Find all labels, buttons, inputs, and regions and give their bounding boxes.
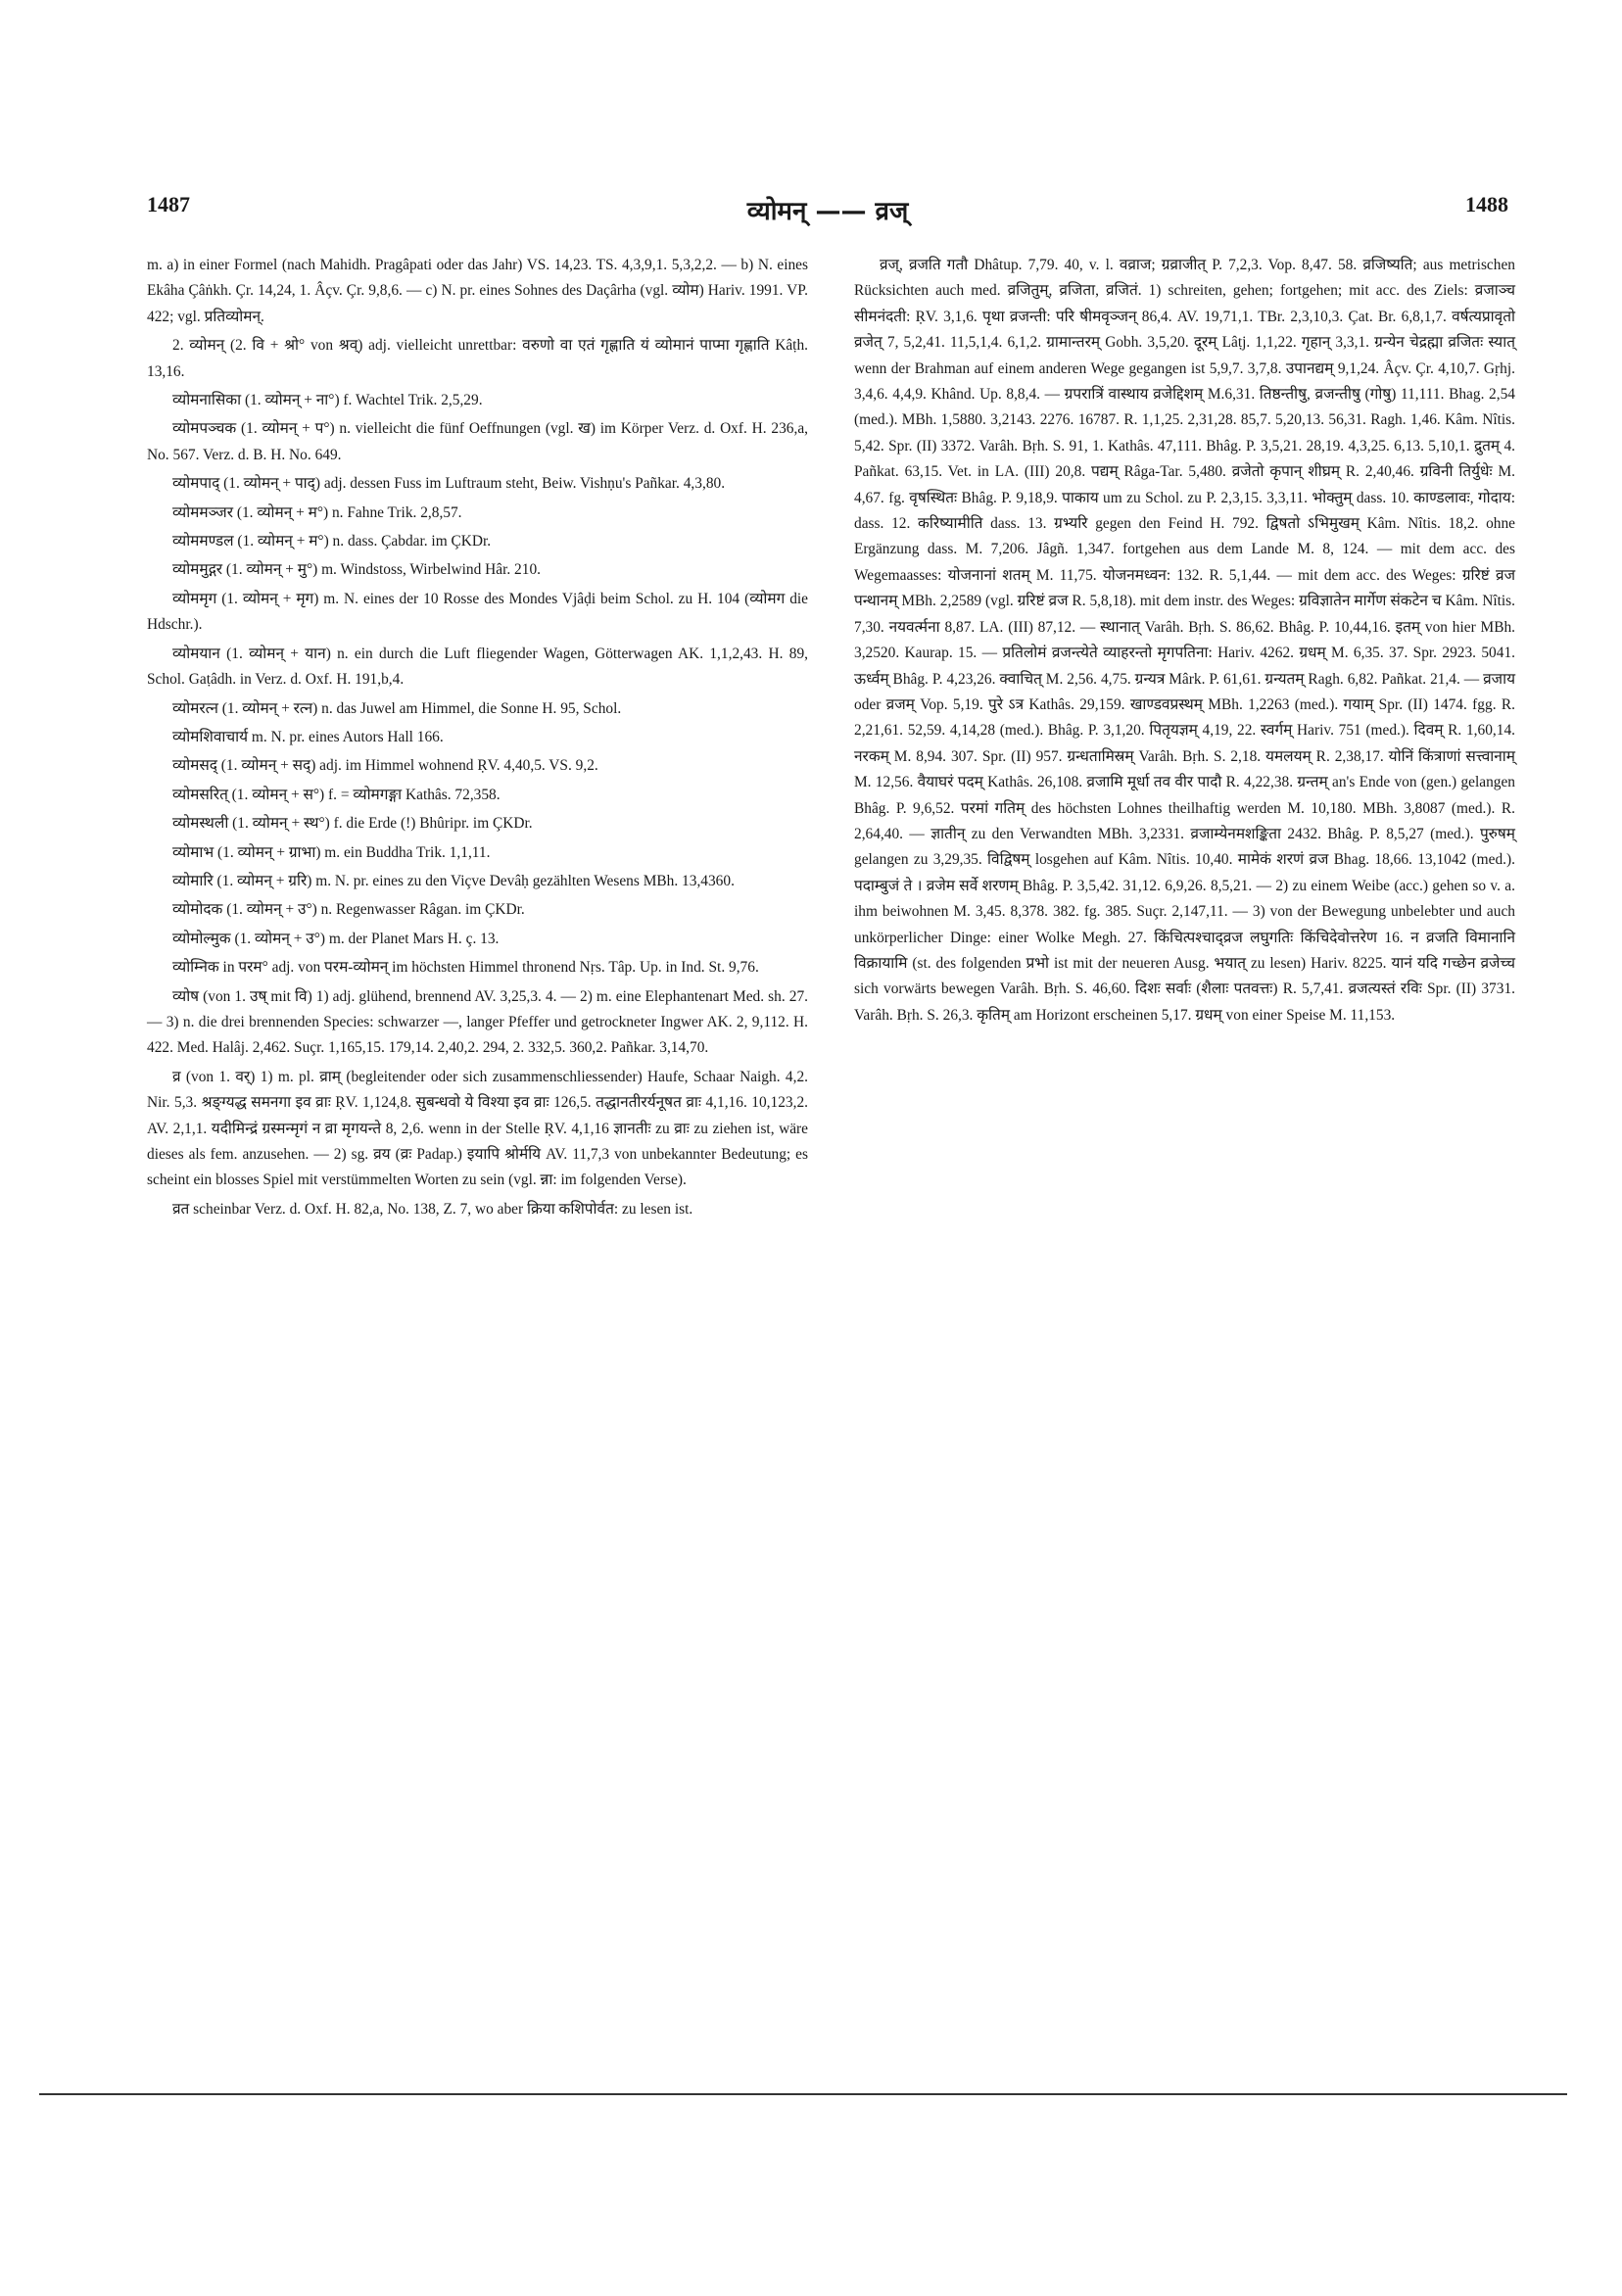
dictionary-entry: व्योमसरित् (1. व्योमन् + स°) f. = व्योमगङ्गा Kathâs. 72,358. [172,786,501,803]
dictionary-entry: व्योम्निक in परम° adj. von परम-व्योमन् im höchsten Himmel thronend Nṛs. Tâp. Up. in Ind. St. 9,76. [172,959,759,977]
dictionary-entry: व्योमोल्मुक (1. व्योमन् + उ°) m. der Planet Mars H. ç. 13. [172,930,500,947]
page-header [147,192,1508,231]
page-number-right: 1488 [1465,192,1508,216]
dictionary-entry: व्योममुद्गर (1. व्योमन् + मु°) m. Windstoss, Wirbelwind Hâr. 210. [172,561,541,579]
dictionary-entry: व्योममृग (1. व्योमन् + मृग) m. N. eines der 10 Rosse des Mondes Vjâḍi beim Schol. zu H. 104 (व्योमग die Hdschr.). [147,590,808,634]
dictionary-entry: व्योमसद् (1. व्योमन् + सद्) adj. im Himmel wohnend ṚV. 4,40,5. VS. 9,2. [172,757,598,775]
left-column [147,253,808,1225]
page-number-left: 1487 [147,192,190,216]
dictionary-entry: व्योमनासिका (1. व्योमन् + ना°) f. Wachtel Trik. 2,5,29. [172,392,483,409]
dictionary-entry: व्योमस्थली (1. व्योमन् + स्थ°) f. die Erde (!) Bhûripr. im ÇKDr. [172,815,533,833]
running-title: व्योमन् —— व्रज् [746,197,909,226]
dictionary-entry: व्रत scheinbar Verz. d. Oxf. H. 82,a, No. 138, Z. 7, wo aber क्रिया कशिपोर्वत: zu lesen ist. [172,1200,693,1218]
dictionary-entry: व्योममण्डल (1. व्योमन् + म°) n. dass. Çabdar. im ÇKDr. [172,533,492,550]
dictionary-entry: 2. व्योमन् (2. वि + श्रो° von श्रव्) adj. vielleicht unrettbar: वरुणो वा एतं गृह्णाति यं व्योमानं पाप्मा गृह्णाति Kâṭh. 13,16. [147,337,808,380]
dictionary-entry: व्रज्, व्रजति गतौ Dhâtup. 7,79. 40, v. l. वव्राज; ग्रव्राजीत् P. 7,2,3. Vop. 8,47. 58. व्रजिष्यति; aus metrischen Rücksichten auch med. व्रजितुम्, व्रजिता, व्रजितं. 1) schreiten, gehen; fortgehen; mit acc. des Ziels: व्रजाञ्च सीमनंदती: ṚV. 3,1,6. पृथा व्रजन्ती: परि षीमवृञ्जन् 86,4. AV. 19,71,1. TBr. 2,3,10,3. Çat. Br. 6,8,1,7. वर्षत्यप्रावृतो व्रजेत् 7, 5,2,41. 11,5,1,4. 6,1,2. ग्रामान्तरम् Gobh. 3,5,20. दूरम् Lâṭj. 1,1,22. गृहान् 3,3,1. ग्रन्येन चेद्रह्मा व्रजितः स्यात् wenn der Brahman auf einem anderen Wege gegangen ist 5,9,7. 3,7,8. उपानद्यम् 9,1,24. Âçv. Çr. 4,10,7. Gṛhj. 3,4,6. 4,4,9. Khând. Up. 8,8,4. — ग्रपरात्रिं वास्थाय व्रजेद्दिशम् M.6,31. तिष्ठन्तीषु, व्रजन्तीषु (गोषु) 11,111. Bhag. 2,54 (med.). MBh. 1,5880. 3,2143. 2276. 16787. R. 1,1,25. 2,31,28. 85,7. 5,20,13. 56,31. Ragh. 1,46. Kâm. Nîtis. 5,42. Spr. (II) 3372. Varâh. Bṛh. S. 91, 1. Kathâs. 47,111. Bhâg. P. 3,5,21. 28,19. 4,3,25. 6,13. 5,10,1. द्रुतम् 4. Pañkat. 63,15. Vet. in LA. (III) 20,8. पद्यम् Râga-Tar. 5,480. व्रजेतो कृपान् शीघ्रम् R. 2,40,46. ग्रविनी तिर्युधेः M. 4,67. fg. वृषस्थितः Bhâg. P. 9,18,9. पाकाय um zu Schol. zu P. 2,3,15. 3,3,11. भोक्तुम् dass. 10. काण्डलावः, गोदाय: dass. 12. करिष्यामीति dass. 13. ग्रभ्यरि gegen den Feind H. 792. द्विषतो ऽभिमुखम् Kâm. Nîtis. 18,2. ohne Ergänzung dass. M. 7,206. Jâgñ. 1,347. fortgehen aus dem Lande M. 8, 124. — mit dem acc. des Wegemaasses: योजनानां शतम् M. 11,75. योजनमध्वन: 132. R. 5,1,44. — mit dem acc. des Weges: ग्ररिष्टं व्रज पन्थानम् MBh. 2,2589 (vgl. ग्ररिष्टं व्रज R. 5,8,18). mit dem instr. des Weges: ग्रविज्ञातेन मार्गेण संकटेन च Kâm. Nîtis. 7,30. नयवर्त्मना 8,87. LA. (III) 87,12. — स्थानात् Varâh. Bṛh. S. 86,62. Bhâg. P. 10,44,16. इतम् von hier MBh. 3,2520. Kaurap. 15. — प्रतिलोमं व्रजन्त्येते व्याहरन्तो मृगपतिना: Hariv. 4262. ग्रधम् M. 6,35. 37. Spr. 2923. 5041. ऊर्ध्वम् Bhâg. P. 4,23,26. क्वाचित् M. 2,56. 4,75. ग्रन्यत्र Mârk. P. 61,61. ग्रन्यतम् Ragh. 6,82. Pañkat. 21,4. — व्रजाय oder व्रजम् Vop. 5,19. पुरे ऽत्र Kathâs. 29,159. खाण्डवप्रस्थम् MBh. 1,2263 (med.). गयाम् Spr. (II) 1474. fgg. R. 2,21,61. 52,59. 4,14,28 (med.). Bhâg. P. 3,1,20. पितृयज्ञम् 4,19, 22. स्वर्गम् Hariv. 751 (med.). दिवम् R. 1,60,14. नरकम् M. 8,94. 307. Spr. (II) 957. ग्रन्धतामिस्रम् Varâh. Bṛh. S. 2,18. यमलयम् R. 2,38,17. योनिं किंत्राणां सत्त्वानाम् M. 12,56. वैयाघरं पदम् Kathâs. 26,108. व्रजामि मूर्धा तव वीर पादौ R. 4,22,38. ग्रन्तम् an's Ende von (gen.) gelangen Bhâg. P. 9,6,52. परमां गतिम् des höchsten Lohnes theilhaftig werden M. 10,180. MBh. 3,8087 (med.). R. 2,64,40. — ज्ञातीन् zu den Verwandten MBh. 3,2331. व्रजाम्येनमशङ्किता 2432. Bhâg. P. 8,5,27 (med.). पुरुषम् gelangen zu 3,29,35. विद्विषम् losgehen auf Kâm. Nîtis. 10,40. मामेकं शरणं व्रज Bhag. 18,66. 13,1042 (med.). पदाम्बुजं ते । व्रजेम सर्वे शरणम् Bhâg. P. 3,5,42. 31,12. 6,9,26. 8,5,21. — 2) zu einem Weibe (acc.) gehen so v. a. ihm beiwohnen M. 3,45. 8,378. 382. fg. 385. Suçr. 2,147,11. — 3) von der Bewegung unbelebter und auch unkörperlicher Dinge: einer Wolke Megh. 27. किंचित्पश्चाद्व्रज लघुगतिः किंचिदेवोत्तरेण 16. न व्रजति विमानानि विक्रायामि (st. des folgenden प्रभो ist mit der neueren Ausg. भयात् zu lesen) Hariv. 8225. यानं यदि गच्छेन व्रजेच्च sich vorwärts bewegen Varâh. Bṛh. S. 46,60. दिशः सर्वाः (शैलाः पतवत्तः) R. 5,7,41. व्रजत्यस्तं रविः Spr. (II) 3731. Varâh. Bṛh. S. 26,3. कृतिम् am Horizont erscheinen 5,17. ग्रधम् von einer Speise M. 11,153. [854,257,1515,1024]
dictionary-entry: व्योमशिवाचार्य m. N. pr. eines Autors Hall 166. [172,728,444,745]
dictionary-entry: व्योमयान (1. व्योमन् + यान) n. ein durch die Luft fliegender Wagen, Götterwagen AK. 1,1,2,43. H. 89, Schol. Gaṭâdh. in Verz. d. Oxf. H. 191,b,4. [147,645,808,689]
dictionary-entry: m. a) in einer Formel (nach Mahidh. Pragâpati oder das Jahr) VS. 14,23. TS. 4,3,9,1. 5,3,2,2. — b) N. eines Ekâha Çâṅkh. Çr. 14,24, 1. Âçv. Çr. 9,8,6. — c) N. pr. eines Sohnes des Daçârha (vgl. व्योम) Hariv. 1991. VP. 422; vgl. प्रतिव्योमन्. [147,257,808,325]
dictionary-entry: व्योष (von 1. उष् mit वि) 1) adj. glühend, brennend AV. 3,25,3. 4. — 2) m. eine Elephantenart Med. sh. 27. — 3) n. die drei brennenden Species: schwarzer —, langer Pfeffer und getrockneter Ingwer AK. 2, 9,112. H. 422. Med. Halâj. 2,462. Suçr. 1,165,15. 179,14. 2,40,2. 294, 2. 332,5. 360,2. Pañkar. 3,14,70. [147,987,808,1057]
dictionary-entry: व्र (von 1. वर्) 1) m. pl. व्राम् (begleitender oder sich zusammenschliessender) Haufe, Schaar Naigh. 4,2. Nir. 5,3. श्रङ्ग्यद्ध समनगा इव व्राः ṚV. 1,124,8. सुबन्धवो ये विश्या इव व्राः 126,5. तद्धानतीरर्यनूषत व्राः 4,1,16. 10,123,2. AV. 2,1,1. यदीमिन्द्रं ग्रस्मन्मृगं न व्रा मृगयन्ते 8, 2,6. wenn in der Stelle ṚV. 4,1,16 ज्ञानतीः zu व्राः zu ziehen ist, wäre dieses als fem. anzusehen. — 2) sg. व्रय (व्रः Padap.) इयापि श्रोर्मयि AV. 11,7,3 von unbekannter Bedeutung; es scheint ein blosses Spiel mit verstümmelten Worten zu sein (vgl. न्ना: im folgenden Verse). [147,1068,808,1189]
dictionary-entry: व्योमपञ्चक (1. व्योमन् + प°) n. vielleicht die fünf Oeffnungen (vgl. ख) im Körper Verz. d. Oxf. H. 236,a, No. 567. Verz. d. B. H. No. 649. [147,420,808,463]
dictionary-entry: व्योममञ्जर (1. व्योमन् + म°) n. Fahne Trik. 2,8,57. [172,503,462,521]
footer-rule [39,2093,1567,2095]
right-column [854,253,1515,1031]
dictionary-entry: व्योमाभ (1. व्योमन् + ग्राभा) m. ein Buddha Trik. 1,1,11. [172,843,491,861]
dictionary-entry: व्योमरत्न (1. व्योमन् + रत्न) n. das Juwel am Himmel, die Sonne H. 95, Schol. [172,699,622,717]
dictionary-entry: व्योमारि (1. व्योमन् + ग्ररि) m. N. pr. eines zu den Viçve Devâḥ gezählten Wesens MBh. 13,4360. [172,872,735,889]
dictionary-entry: व्योमपाद् (1. व्योमन् + पाद्) adj. dessen Fuss im Luftraum steht, Beiw. Vishṇu's Pañkar. 4,3,80. [172,475,726,493]
dictionary-entry: व्योमोदक (1. व्योमन् + उ°) n. Regenwasser Râgan. im ÇKDr. [172,901,525,919]
